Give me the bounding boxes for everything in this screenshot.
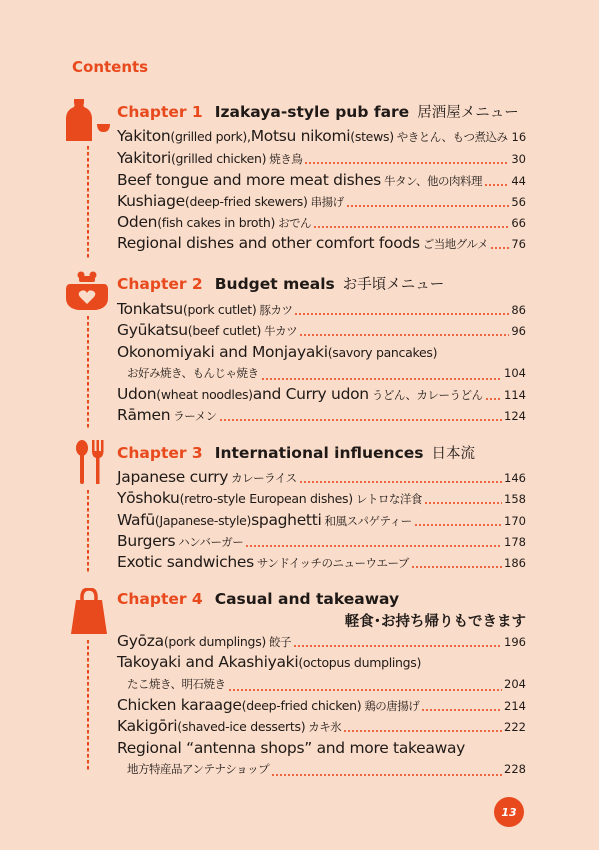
chapter-title-part: Chapter 2 [117,275,203,293]
chapter-title-part: Budget meals [214,275,335,293]
toc-entry[interactable] [117,149,526,171]
chapter-title: Izakaya-style pub fare [214,103,410,121]
entry-text: (octopus dumplings) [298,655,422,670]
page-ref: 214 [504,699,526,713]
leader-dots [313,226,509,228]
leader-dots [484,184,509,186]
entry-text: Kakigōri [117,717,178,735]
leader-dots [485,398,503,400]
entry-text: (deep-fried skewers) [184,194,308,209]
page-ref: 44 [511,174,526,188]
entry-text: Motsu nikomi [250,127,351,145]
chapter-divider-line [87,316,89,428]
entry-text: (fish cakes in broth) [157,215,276,230]
toc-entry[interactable] [117,343,526,365]
entry-text: 牛タン、他の肉料理 [383,174,483,188]
toc-entry[interactable] [117,468,526,490]
leader-dots [219,419,502,421]
toc-entry-continued[interactable] [127,365,526,387]
toc-entry[interactable] [117,653,526,675]
chapter-title-jp: 軽食･お持ち帰りもできます [344,614,526,630]
page-ref: 196 [504,635,526,649]
toc-entry[interactable] [117,234,526,256]
page-ref: 178 [504,535,526,549]
page-ref: 104 [504,366,526,380]
toc-entry[interactable] [117,739,526,761]
toc-entry[interactable] [117,632,526,654]
entry-text: Beef tongue and more meat dishes [117,171,381,189]
toc-entry[interactable] [117,553,526,575]
chapter-title-part: Casual and takeaway [214,590,400,608]
entry-text: (deep-fried chicken) [241,698,362,713]
page-number-badge: 13 [494,797,524,827]
toc-entry[interactable] [117,696,526,718]
entry-text: Gyūkatsu [117,321,188,339]
sake-bottle-icon [66,99,114,141]
page-ref: 114 [504,388,526,402]
entry-text: Yakiton [117,127,171,145]
entry-text: ご当地グルメ [422,237,489,251]
toc-entry[interactable] [117,511,526,533]
toc-entry[interactable] [117,192,526,214]
page-ref: 56 [511,195,526,209]
page-ref: 86 [511,303,526,317]
entry-text: Regional “antenna shops” and more takeaway [117,739,466,757]
toc-entry[interactable] [117,717,526,739]
entry-text: Rāmen [117,406,171,424]
entry-text: spaghetti [251,511,322,529]
page-ref: 66 [511,216,526,230]
leader-dots [271,774,502,776]
leader-dots [346,205,510,207]
leader-dots [304,162,509,164]
entry-text: カキ氷 [308,720,342,734]
entry-text: Yakitori [117,149,171,167]
entry-text: (pork dumplings) [163,634,266,649]
toc-entry[interactable] [117,171,526,193]
toc-entry-continued[interactable] [127,676,526,698]
entry-text: 焼き鳥 [269,152,303,166]
leader-dots [294,313,509,315]
chapter-divider-line [87,640,89,770]
leader-dots [299,334,509,336]
entry-text: (beef cutlet) [187,323,262,338]
entry-text: 地方特産品アンテナショップ [127,762,270,776]
leader-dots [414,524,502,526]
leader-dots [343,730,502,732]
entry-text: 串揚げ [310,195,344,209]
chapter-number: Chapter 1 [117,103,203,121]
chapter-divider-line [87,146,89,258]
page-ref: 96 [511,324,526,338]
chapter-title-part: Chapter 3 [117,444,203,462]
leader-dots [261,378,503,380]
leader-dots [299,481,502,483]
page-ref: 30 [511,152,526,166]
toc-entry[interactable] [117,406,526,428]
page-ref: 222 [504,720,526,734]
entry-text: うどん、カレーうどん [371,388,483,402]
shopping-bag-icon [70,588,108,634]
entry-text: Tonkatsu [117,300,183,318]
chapter-title-jp: 居酒屋メニュー [417,105,519,121]
entry-text: Yōshoku [117,489,180,507]
entry-text: カレーライス [231,471,297,485]
entry-text: お好み焼き、もんじゃ焼き [127,366,259,380]
leader-dots [228,689,503,691]
entry-text: 牛カツ [264,324,298,338]
entry-text: Oden [117,213,158,231]
entry-text: ハンバーガー [178,535,244,549]
entry-text: (stews) [350,129,394,144]
entry-text: 鶏の唐揚げ [364,699,420,713]
chapter-title-part: 日本流 [431,446,475,462]
page-ref: 158 [504,492,526,506]
entry-text: Regional dishes and other comfort foods [117,234,420,252]
entry-text: 和風スパゲティー [324,514,412,528]
entry-text: (shaved-ice desserts) [177,719,306,734]
entry-text: Takoyaki and Akashiyaki [117,653,299,671]
entry-text: (grilled chicken) [170,151,267,166]
entry-text: (grilled pork), [170,129,251,144]
page-ref: 16 [511,130,527,144]
entry-text: レトロな洋食 [355,492,422,506]
entry-text: Wafū [117,511,155,529]
page-ref: 228 [504,762,526,776]
toc-entry-continued[interactable] [127,761,526,783]
page-ref: 124 [504,409,526,423]
toc-entry[interactable] [117,489,526,511]
contents-heading: Contents [72,58,149,76]
entry-text: Burgers [117,532,176,550]
page-ref: 146 [504,471,526,485]
entry-text: (wheat noodles) [156,387,253,402]
entry-text: Gyōza [117,632,164,650]
chapter-title-part: お手頃メニュー [342,277,445,293]
spoon-fork-icon [74,440,108,484]
toc-entry[interactable] [117,213,526,235]
chapter-divider-line [87,490,89,572]
toc-entry[interactable] [117,321,526,343]
toc-entry[interactable] [117,127,526,149]
entry-text: (retro-style European dishes) [179,491,353,506]
coin-purse-icon [66,270,108,312]
leader-dots [424,502,502,504]
entry-text: (pork cutlet) [182,302,257,317]
leader-dots [293,645,502,647]
entry-text: ラーメン [173,409,217,423]
entry-text: Japanese curry [117,468,229,486]
leader-dots [245,545,502,547]
chapter-title-part: Chapter 4 [117,590,203,608]
page-ref: 204 [504,677,526,691]
chapter-title-part: International influences [214,444,424,462]
entry-text: 餃子 [268,635,291,649]
entry-text: Udon [117,385,157,403]
entry-text: Okonomiyaki and Monjayaki [117,343,328,361]
page-ref: 186 [504,556,526,570]
entry-text: (savory pancakes) [327,345,438,360]
toc-entry[interactable] [117,385,526,407]
toc-entry[interactable] [117,532,526,554]
entry-text: サンドイッチのニューウエーブ [256,556,409,570]
leader-dots [411,566,502,568]
leader-dots [421,709,502,711]
entry-text: やきとん、もつ煮込み [396,130,508,144]
entry-text: 豚カツ [259,303,293,317]
page-ref: 170 [504,514,526,528]
toc-entry[interactable] [117,300,526,322]
entry-text: おでん [278,216,311,230]
entry-text: たこ焼き、明石焼き [127,677,226,691]
entry-text: Exotic sandwiches [117,553,254,571]
leader-dots [490,247,509,249]
page-ref: 76 [511,237,526,251]
entry-text: Kushiage [117,192,185,210]
entry-text: Chicken karaage [117,696,242,714]
entry-text: and Curry udon [252,385,369,403]
entry-text: (Japanese-style) [154,513,252,528]
